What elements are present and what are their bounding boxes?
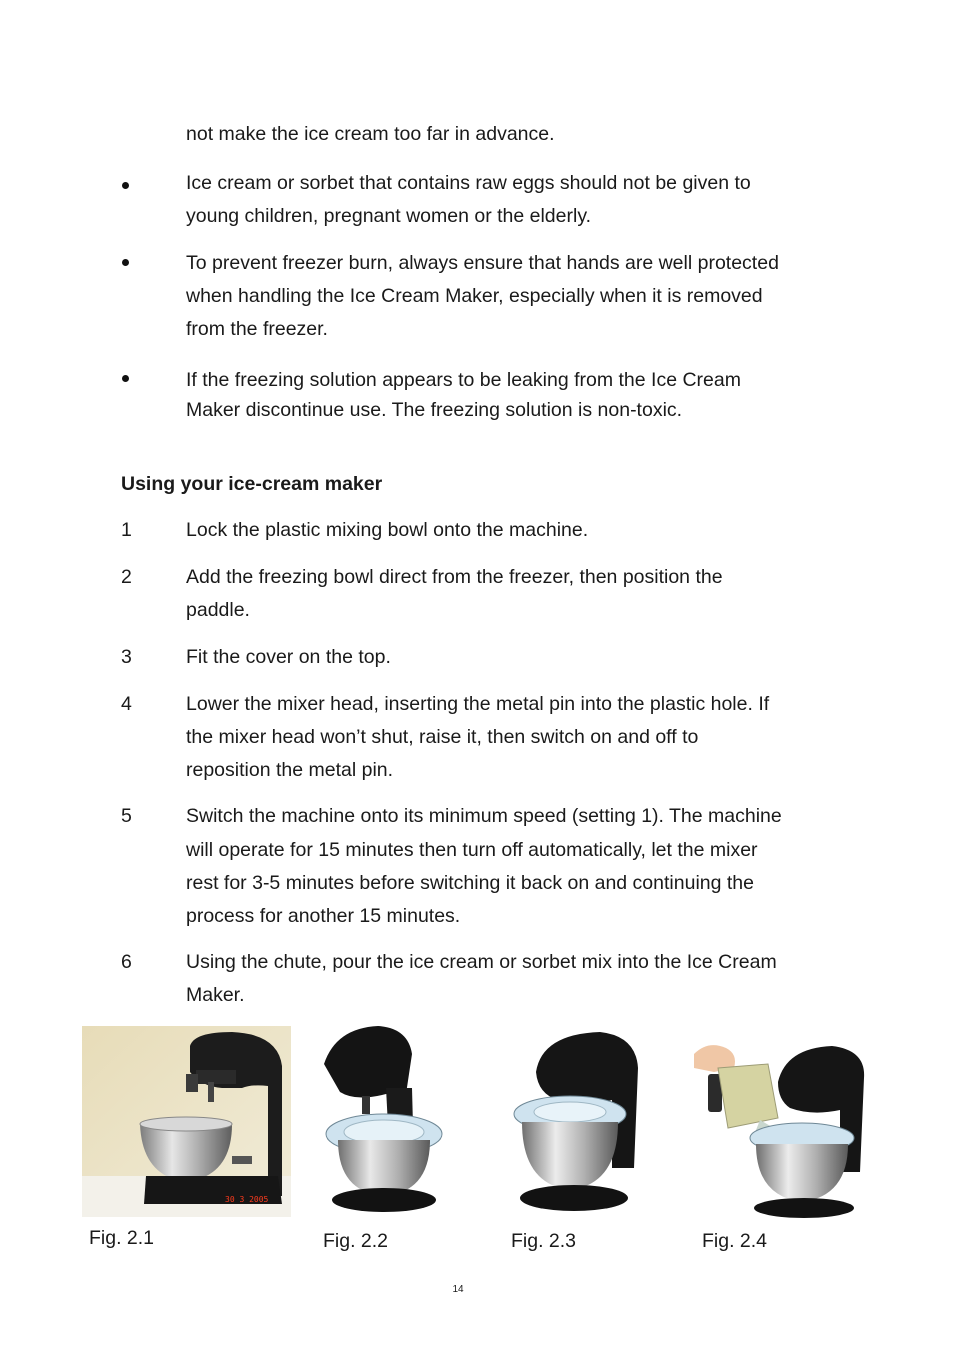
bullet-3-line-2: Maker discontinue use. The freezing solution is non-toxic. [186,399,683,421]
figure-2-3-photo [508,1028,643,1218]
page-number: 14 [452,1284,464,1295]
bullet-3-line-1: If the freezing solution appears to be leaking from the Ice Cream [186,369,741,391]
figure-2-2-photo [316,1024,451,1218]
step-number: 3 [121,646,132,668]
step-number: 1 [121,519,132,541]
figure-2-4-photo [694,1038,866,1218]
bullet-2-line-2: when handling the Ice Cream Maker, especially when it is removed [186,285,763,307]
step-number: 6 [121,951,132,973]
step-6-line-2: Maker. [186,984,245,1006]
bullet-point [120,259,132,271]
date-stamp: 30 3 2005 [225,1195,269,1204]
step-5-line-2: will operate for 15 minutes then turn off automatically, let the mixer [186,839,758,861]
step-3-line-1: Fit the cover on the top. [186,646,391,668]
section-heading: Using your ice-cream maker [121,473,383,495]
step-5-line-4: process for another 15 minutes. [186,905,461,927]
continuation-text: not make the ice cream too far in advance. [186,123,555,145]
step-6-line-1: Using the chute, pour the ice cream or sorbet mix into the Ice Cream [186,951,777,973]
step-1-line-1: Lock the plastic mixing bowl onto the machine. [186,519,589,541]
step-number: 2 [121,566,132,588]
step-4-line-1: Lower the mixer head, inserting the metal pin into the plastic hole. If [186,693,770,715]
figure-caption: Fig. 2.1 [89,1227,155,1249]
step-4-line-3: reposition the metal pin. [186,759,394,781]
figure-caption: Fig. 2.3 [511,1230,577,1252]
bullet-1-line-1: Ice cream or sorbet that contains raw eggs should not be given to [186,172,751,194]
bullet-2-line-3: from the freezer. [186,318,328,340]
bullet-point [120,182,132,194]
step-number: 4 [121,693,132,715]
step-number: 5 [121,805,132,827]
bullet-point [120,375,132,387]
figure-2-1-photo [82,1026,291,1217]
bullet-2-line-1: To prevent freezer burn, always ensure that hands are well protected [186,252,779,274]
bullet-1-line-2: young children, pregnant women or the elderly. [186,205,592,227]
step-2-line-2: paddle. [186,599,250,621]
step-5-line-1: Switch the machine onto its minimum speed (setting 1). The machine [186,805,782,827]
step-4-line-2: the mixer head won’t shut, raise it, then switch on and off to [186,726,699,748]
step-2-line-1: Add the freezing bowl direct from the freezer, then position the [186,566,723,588]
step-5-line-3: rest for 3-5 minutes before switching it back on and continuing the [186,872,754,894]
figure-caption: Fig. 2.4 [702,1230,768,1252]
figure-caption: Fig. 2.2 [323,1230,389,1252]
